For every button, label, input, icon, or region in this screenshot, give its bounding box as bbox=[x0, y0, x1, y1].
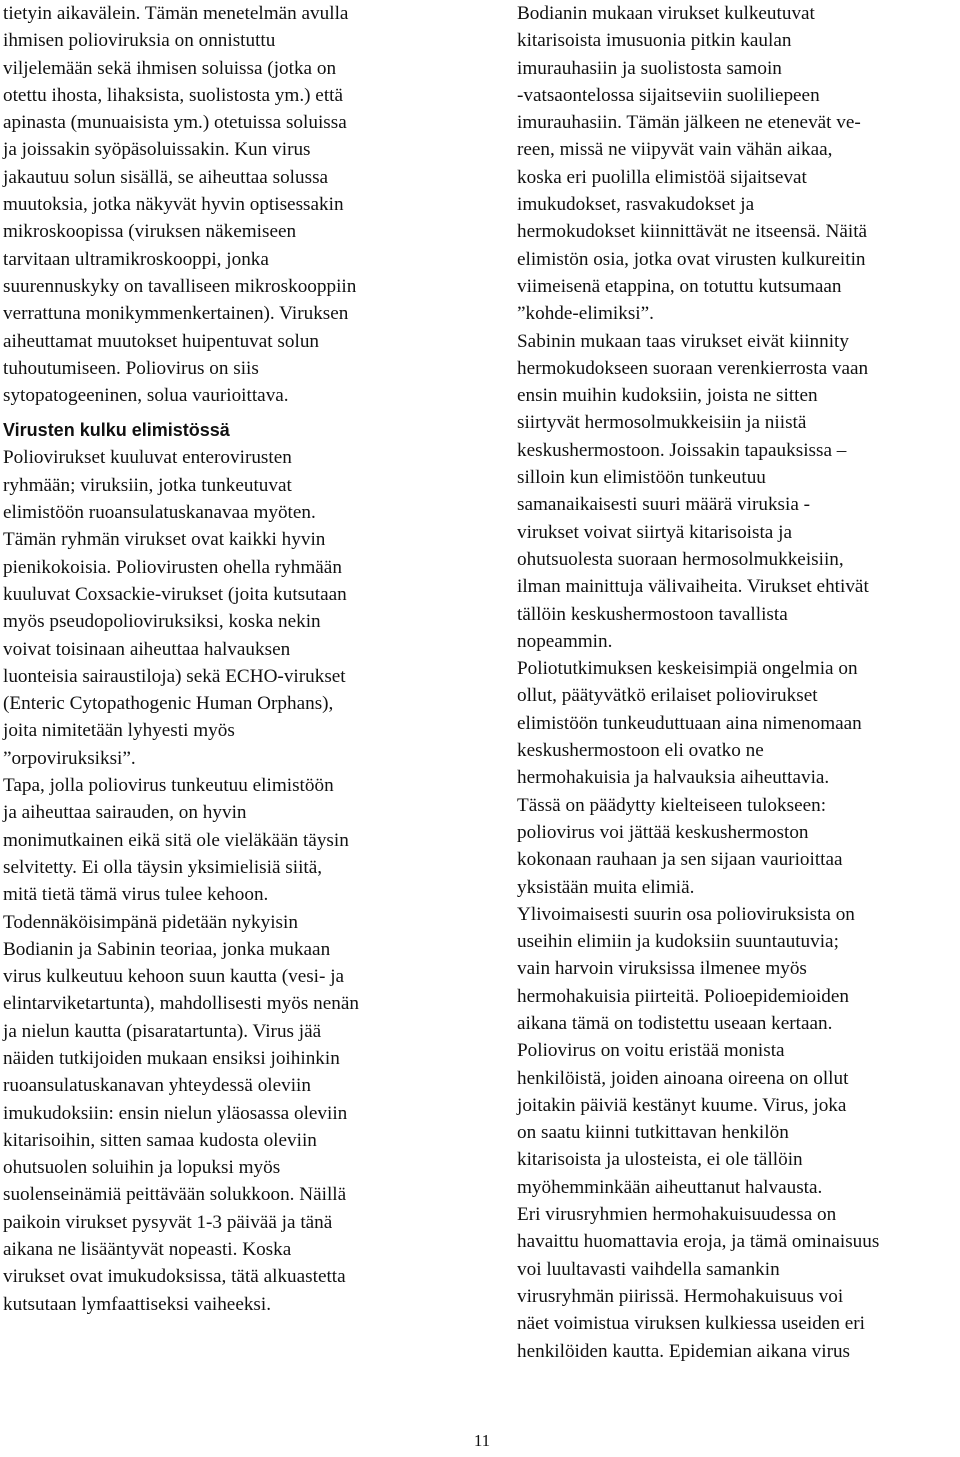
text-line: imukudokset, rasvakudokset ja bbox=[517, 194, 755, 216]
text-line: reen, missä ne viipyvät vain vähän aikaa, bbox=[517, 139, 833, 161]
text-line: monimutkainen eikä sitä ole vieläkään täysin bbox=[3, 829, 349, 851]
text-line: elimistöön ruoansulatuskanavaa myöten. bbox=[3, 502, 316, 524]
text-line: Todennäköisimpänä pidetään nykyisin bbox=[3, 911, 298, 933]
text-line: nopeammin. bbox=[517, 630, 613, 652]
text-line: Eri virusryhmien hermohakuisuudessa on bbox=[517, 1204, 837, 1226]
text-line: virus kulkeutuu kehoon suun kautta (vesi- ja bbox=[3, 966, 345, 988]
text-line: suolenseinämiä peittävään solukkoon. Näillä bbox=[3, 1184, 347, 1206]
text-line: silloin kun elimistöön tunkeutuu bbox=[517, 467, 766, 489]
text-line: sytopatogeeninen, solua vaurioittava. bbox=[3, 385, 289, 407]
text-line: virusryhmän piirissä. Hermohakuisuus voi bbox=[517, 1285, 844, 1307]
text-line: Poliovirus on voitu eristää monista bbox=[517, 1040, 785, 1062]
text-line: myöhemminkään aiheuttanut halvausta. bbox=[517, 1176, 823, 1198]
text-line: kitarisoista ja ulosteista, ei ole tällöin bbox=[517, 1149, 803, 1171]
right-paragraph-body bbox=[517, 0, 960, 1365]
text-line: elimistön osia, jotka ovat virusten kulkureitin bbox=[517, 248, 866, 270]
text-line: luonteisia sairaustiloja) sekä ECHO-virukset bbox=[3, 665, 346, 687]
text-line: myös pseudopolioviruksiksi, koska nekin bbox=[3, 611, 321, 633]
right-column bbox=[517, 0, 960, 1365]
text-line: vain harvoin viruksissa ilmenee myös bbox=[517, 958, 807, 980]
text-line: keskushermostoon. Joissakin tapauksissa – bbox=[517, 439, 847, 461]
text-line: kutsutaan lymfaattiseksi vaiheeksi. bbox=[3, 1293, 272, 1315]
text-line: aikana tämä on todistettu useaan kertaan. bbox=[517, 1012, 833, 1034]
text-line: (Enteric Cytopathogenic Human Orphans), bbox=[3, 693, 334, 715]
text-line: joitakin päiviä kestänyt kuume. Virus, joka bbox=[517, 1094, 847, 1116]
text-line: näiden tutkijoiden mukaan ensiksi joihinkin bbox=[3, 1047, 340, 1069]
text-line: yksistään muita elimiä. bbox=[517, 876, 695, 898]
text-line: mikroskoopissa (viruksen näkemiseen bbox=[3, 221, 297, 243]
text-line: aikana ne lisääntyvät nopeasti. Koska bbox=[3, 1239, 292, 1261]
text-line: havaittu huomattavia eroja, ja tämä ominaisuus bbox=[517, 1231, 880, 1253]
text-line: Poliovirukset kuuluvat enterovirusten bbox=[3, 447, 292, 469]
text-line: voivat toisinaan aiheuttaa halvauksen bbox=[3, 638, 291, 660]
text-line: tarvitaan ultramikroskooppi, jonka bbox=[3, 248, 269, 270]
text-line: poliovirus voi jättää keskushermoston bbox=[517, 821, 809, 843]
text-line: hermokudokset kiinnittävät ne itseensä. Näitä bbox=[517, 221, 868, 243]
left-paragraph-intro bbox=[3, 0, 453, 409]
text-line: Tässä on päädytty kielteiseen tulokseen: bbox=[517, 794, 827, 816]
text-line: viimeisenä etappina, on totuttu kutsumaan bbox=[517, 275, 842, 297]
text-line: ruoansulatuskanavan yhteydessä oleviin bbox=[3, 1075, 311, 1097]
left-column bbox=[3, 0, 453, 1318]
text-line: mitä tietä tämä virus tulee kehoon. bbox=[3, 884, 269, 906]
text-line: hermohakuisia ja halvauksia aiheuttavia. bbox=[517, 767, 830, 789]
text-line: tietyin aikavälein. Tämän menetelmän avulla bbox=[3, 3, 349, 24]
text-line: tuhoutumiseen. Poliovirus on siis bbox=[3, 357, 259, 379]
text-line: kitarisoihin, sitten samaa kudosta oleviin bbox=[3, 1129, 317, 1151]
text-line: ilman mainittuja välivaiheita. Virukset ehtivät bbox=[517, 576, 869, 598]
text-line: ja aiheuttaa sairauden, on hyvin bbox=[3, 802, 247, 824]
text-line: ihmisen polioviruksia on onnistuttu bbox=[3, 30, 276, 52]
text-line: suurennuskyky on tavalliseen mikroskooppiin bbox=[3, 275, 357, 297]
text-line: Tapa, jolla poliovirus tunkeutuu elimistöön bbox=[3, 775, 334, 797]
text-line: koska eri puolilla elimistöä sijaitsevat bbox=[517, 166, 807, 188]
text-line: Bodianin ja Sabinin teoriaa, jonka mukaan bbox=[3, 938, 331, 960]
text-line: ollut, päätyvätkö erilaiset poliovirukset bbox=[517, 685, 818, 707]
text-line: elintarviketartunta), mahdollisesti myös nenän bbox=[3, 993, 359, 1015]
text-line: virukset voivat siirtyä kitarisoista ja bbox=[517, 521, 792, 543]
text-line: kuuluvat Coxsackie-virukset (joita kutsutaan bbox=[3, 583, 347, 605]
text-line: otettu ihosta, lihaksista, suolistosta ym.) että bbox=[3, 84, 344, 106]
text-line: voi luultavasti vaihdella samankin bbox=[517, 1258, 780, 1280]
text-line: verrattuna monikymmenkertainen). Viruksen bbox=[3, 303, 349, 325]
text-line: joita nimitetään lyhyesti myös bbox=[3, 720, 235, 742]
text-line: keskushermostoon eli ovatko ne bbox=[517, 740, 764, 762]
text-line: virukset ovat imukudoksissa, tätä alkuastetta bbox=[3, 1266, 346, 1288]
text-line: kitarisoista imusuonia pitkin kaulan bbox=[517, 30, 792, 52]
text-line: ja nielun kautta (pisaratartunta). Virus jää bbox=[3, 1020, 322, 1042]
page-number: 11 bbox=[473, 1431, 491, 1450]
text-line: siirtyvät hermosolmukkeisiin ja niistä bbox=[517, 412, 807, 434]
text-line: elimistöön tunkeuduttuaan aina nimenomaan bbox=[517, 712, 862, 734]
text-line: Ylivoimaisesti suurin osa polioviruksista on bbox=[517, 903, 855, 925]
text-line: ensin muihin kudoksiin, joista ne sitten bbox=[517, 385, 818, 407]
text-line: ”orpoviruksiksi”. bbox=[3, 747, 136, 769]
text-line: muutoksia, jotka näkyvät hyvin optisessakin bbox=[3, 194, 344, 216]
text-line: tällöin keskushermostoon tavallista bbox=[517, 603, 788, 625]
text-line: kokonaan rauhaan ja sen sijaan vaurioittaa bbox=[517, 849, 843, 871]
text-line: imurauhasiin. Tämän jälkeen ne etenevät ve- bbox=[517, 112, 861, 134]
text-line: imurauhasiin ja suolistosta samoin bbox=[517, 57, 782, 79]
text-line: paikoin virukset pysyvät 1-3 päivää ja tänä bbox=[3, 1211, 333, 1233]
text-line: ohutsuolesta suoraan hermosolmukkeisiin, bbox=[517, 548, 844, 570]
text-line: ja joissakin syöpäsoluissakin. Kun virus bbox=[3, 139, 311, 161]
text-line: ryhmään; viruksiin, jotka tunkeutuvat bbox=[3, 474, 292, 496]
text-line: hermohakuisia piirteitä. Polioepidemioiden bbox=[517, 985, 849, 1007]
text-line: ”kohde-elimiksi”. bbox=[517, 303, 654, 325]
text-line: näet voimistua viruksen kulkiessa useiden eri bbox=[517, 1313, 865, 1335]
text-line: henkilöistä, joiden ainoana oireena on ollut bbox=[517, 1067, 849, 1089]
left-paragraph-body bbox=[3, 444, 453, 1318]
text-line: Tämän ryhmän virukset ovat kaikki hyvin bbox=[3, 529, 326, 551]
text-line: on saatu kiinni tutkittavan henkilön bbox=[517, 1122, 789, 1144]
text-line: selvitetty. Ei olla täysin yksimielisiä siitä, bbox=[3, 856, 323, 878]
text-line: samanaikaisesti suuri määrä viruksia - bbox=[517, 494, 811, 516]
text-line: imukudoksiin: ensin nielun yläosassa oleviin bbox=[3, 1102, 348, 1124]
text-line: Bodianin mukaan virukset kulkeutuvat bbox=[517, 3, 815, 24]
text-line: useihin elimiin ja kudoksiin suuntautuvia; bbox=[517, 931, 839, 953]
section-heading: Virusten kulku elimistössä bbox=[3, 420, 230, 441]
text-line: aiheuttamat muutokset huipentuvat solun bbox=[3, 330, 320, 352]
text-line: apinasta (munuaisista ym.) otetuissa soluissa bbox=[3, 112, 347, 134]
text-line: jakautuu solun sisällä, se aiheuttaa solussa bbox=[3, 166, 329, 188]
text-line: henkilöiden kautta. Epidemian aikana virus bbox=[517, 1340, 851, 1362]
text-line: -vatsaontelossa sijaitseviin suoliliepeen bbox=[517, 84, 820, 106]
text-line: ohutsuolen soluihin ja lopuksi myös bbox=[3, 1157, 281, 1179]
text-line: hermokudokseen suoraan verenkierrosta vaan bbox=[517, 357, 869, 379]
text-line: Poliotutkimuksen keskeisimpiä ongelmia on bbox=[517, 658, 858, 680]
text-line: pienikokoisia. Poliovirusten ohella ryhmään bbox=[3, 556, 342, 578]
text-line: Sabinin mukaan taas virukset eivät kiinnity bbox=[517, 330, 849, 352]
text-line: viljelemään sekä ihmisen soluissa (jotka on bbox=[3, 57, 337, 79]
